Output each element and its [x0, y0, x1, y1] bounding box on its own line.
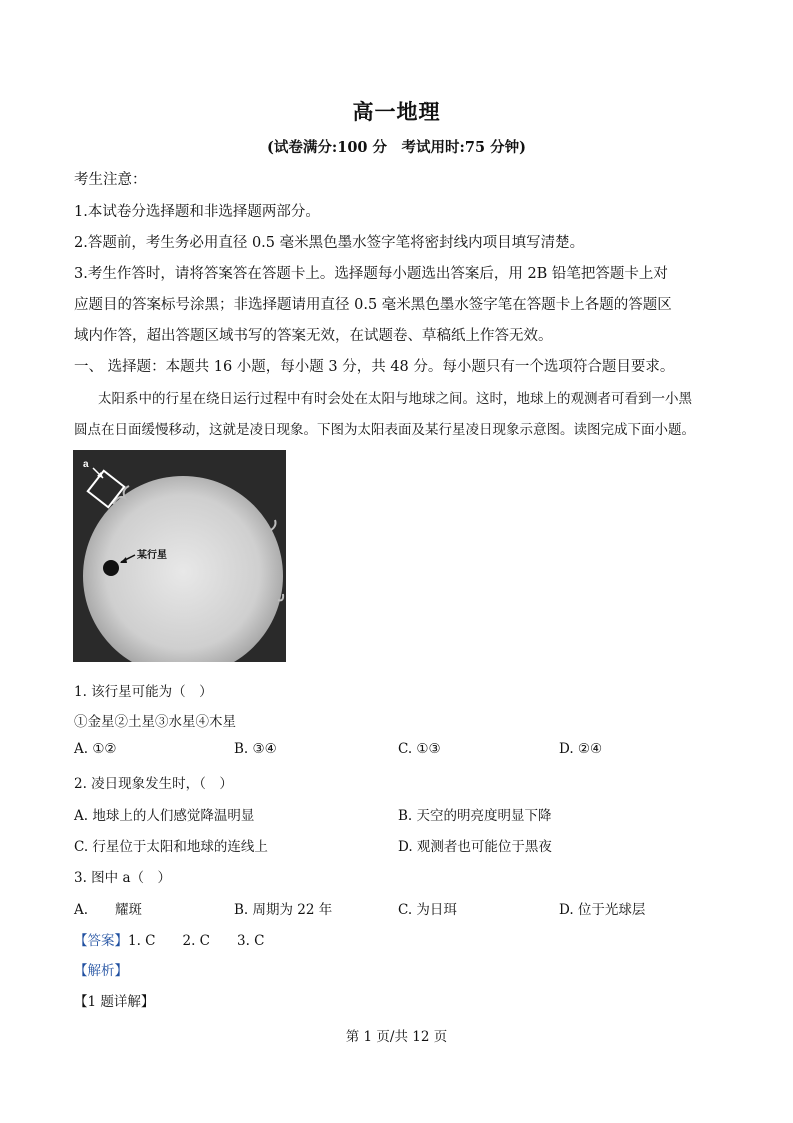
q3-option-c[interactable]: C. 为日珥	[398, 902, 457, 918]
answer-values: 1. C 2. C 3. C	[128, 933, 265, 949]
analysis-tag: 【解析】	[74, 963, 128, 979]
q1-option-c[interactable]: C. ①③	[398, 741, 441, 757]
q3-option-b[interactable]: B. 周期为 22 年	[234, 902, 333, 918]
notice-item-3-line-3: 域内作答，超出答题区域书写的答案无效，在试题卷、草稿纸上作答无效。	[74, 328, 553, 344]
sun-transit-illustration	[73, 450, 286, 662]
question-1-stem: 1. 该行星可能为（ ）	[74, 684, 213, 700]
notice-heading: 考生注意：	[74, 172, 147, 188]
sun-transit-figure	[73, 450, 286, 662]
q1-option-a[interactable]: A. ①②	[74, 741, 117, 757]
answer-row	[74, 929, 265, 949]
question-3-stem: 3. 图中 a（ ）	[74, 870, 172, 886]
passage-line-1: 太阳系中的行星在绕日运行过程中有时会处在太阳与地球之间。这时，地球上的观测者可看到一小黑	[98, 391, 692, 407]
answer-tag: 【答案】	[74, 933, 128, 949]
q1-option-b[interactable]: B. ③④	[234, 741, 277, 757]
label-planet: 某行星	[137, 550, 167, 561]
q2-option-d[interactable]: D. 观测者也可能位于黑夜	[398, 839, 552, 855]
notice-item-3-line-2: 应题目的答案标号涂黑；非选择题请用直径 0.5 毫米黑色墨水签字笔在答题卡上各题的答题区	[74, 297, 672, 313]
label-a: a	[83, 459, 89, 470]
page-title: 高一地理	[352, 99, 441, 124]
section-heading: 一、 选择题：本题共 16 小题，每小题 3 分，共 48 分。每小题只有一个选项符合题目要求。	[74, 359, 675, 375]
page-number: 第 1 页/共 12 页	[345, 1029, 448, 1045]
notice-item-3-line-1: 3.考生作答时，请将答案答在答题卡上。选择题每小题选出答案后，用 2B 铅笔把答题卡上对	[74, 266, 668, 282]
passage-line-2: 圆点在日面缓慢移动，这就是凌日现象。下图为太阳表面及某行星凌日现象示意图。读图完成下面小题。	[74, 422, 695, 438]
detail-tag: 【1 题详解】	[74, 994, 155, 1010]
exam-info: (试卷满分:100 分 考试用时:75 分钟)	[267, 139, 526, 156]
q1-option-d[interactable]: D. ②④	[559, 741, 603, 757]
q3-option-a[interactable]: A. 耀斑	[74, 902, 143, 918]
planet-dot	[103, 560, 119, 576]
question-2-stem: 2. 凌日现象发生时，（ ）	[74, 776, 233, 792]
question-1-items: ①金星②土星③水星④木星	[74, 714, 236, 730]
q3-option-d[interactable]: D. 位于光球层	[559, 902, 646, 918]
notice-item-2: 2.答题前，考生务必用直径 0.5 毫米黑色墨水签字笔将密封线内项目填写清楚。	[74, 235, 585, 251]
q2-option-b[interactable]: B. 天空的明亮度明显下降	[398, 808, 552, 824]
q2-option-a[interactable]: A. 地球上的人们感觉降温明显	[74, 808, 255, 824]
q2-option-c[interactable]: C. 行星位于太阳和地球的连线上	[74, 839, 268, 855]
notice-item-1: 1.本试卷分选择题和非选择题两部分。	[74, 204, 320, 220]
